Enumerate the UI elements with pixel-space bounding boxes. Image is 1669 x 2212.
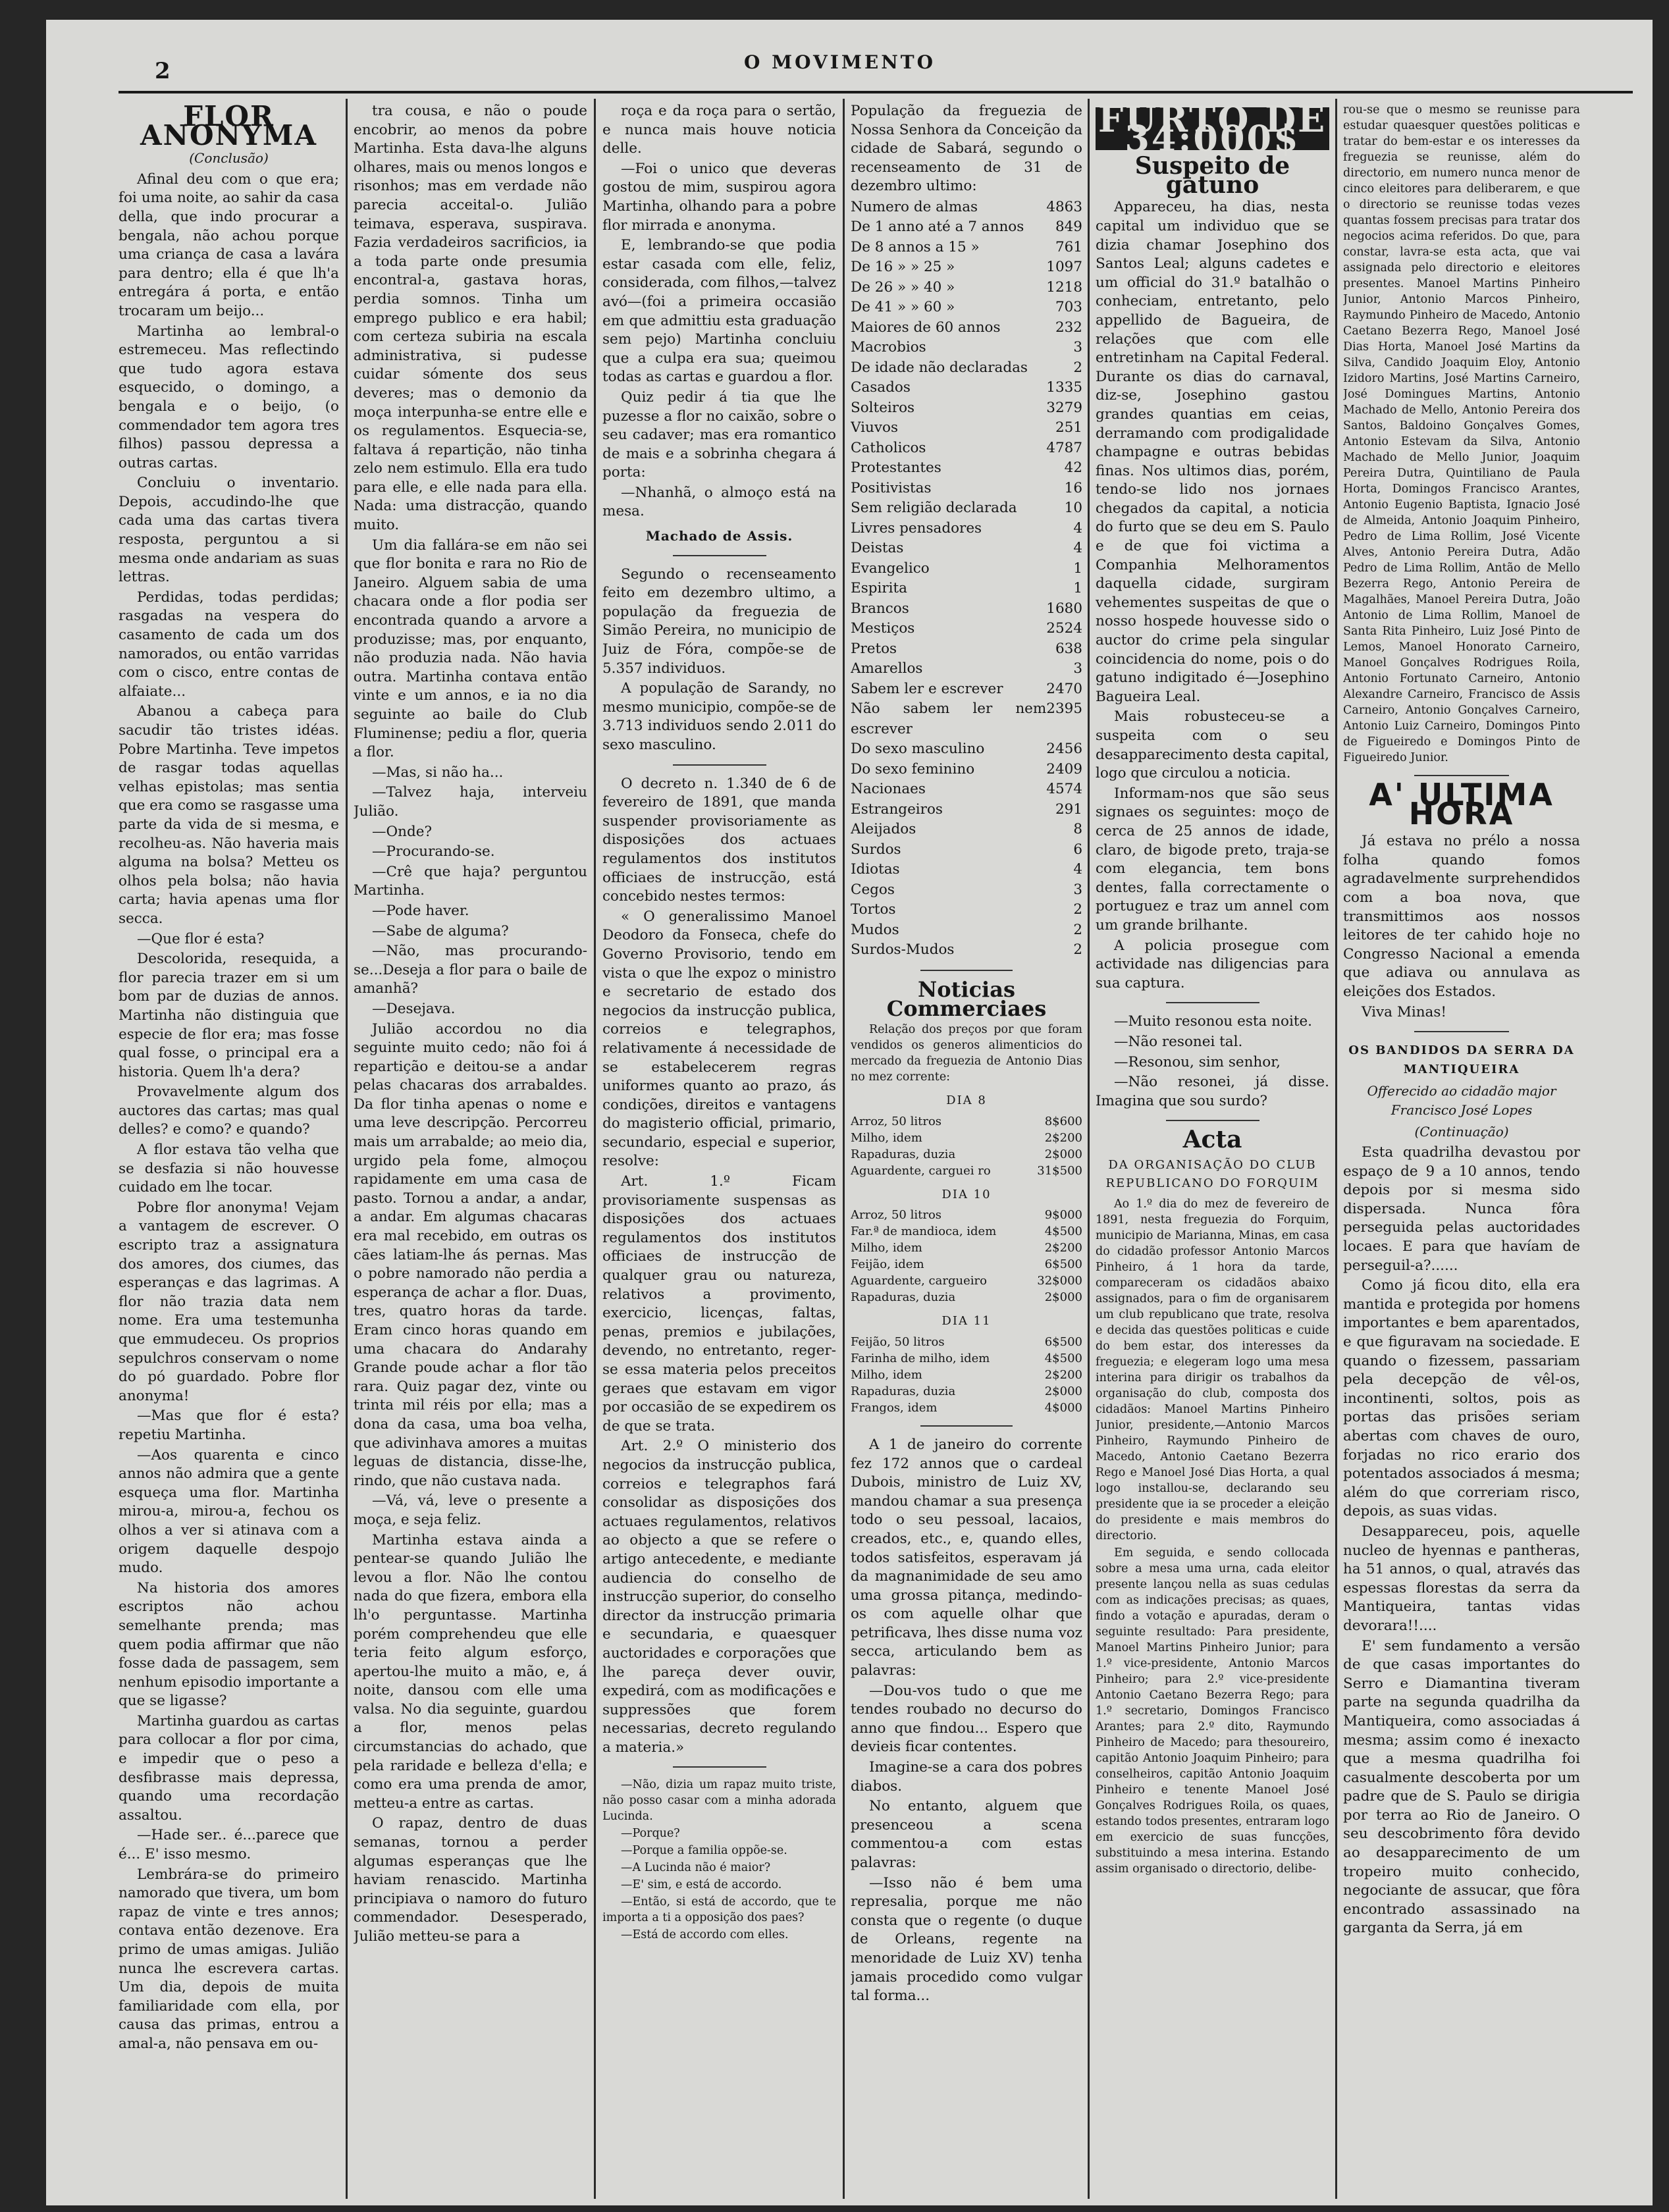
- price-item: Farinha de milho, idem: [851, 1351, 990, 1365]
- census-value: 4787: [1046, 439, 1082, 456]
- ultima-hora-title: A' ULTIMA HORA: [1369, 777, 1554, 831]
- author-signature: Machado de Assis.: [645, 528, 793, 544]
- census-label: Brancos: [851, 600, 909, 617]
- census-label: De 1 anno até a 7 annos: [851, 219, 1024, 236]
- census-value: 2470: [1046, 680, 1082, 697]
- story-body: [354, 102, 587, 1947]
- viva-minas: Viva Minas!: [1362, 1003, 1447, 1020]
- paragraph: Julião accordou no dia seguinte muito cedo; não foi á repartição e deitou-se a andar pelas chacaras dos arrabaldes. Da flor tinha apenas o nome e uma leve descripção. Percorreu mais um arrabalde; ao meio dia, urgido pela fome, almoçou rapidamente em uma casa de pasto. Tornou a andar, a andar, a andar. Em algumas chacaras era mal recebido, em outras os cães latiam-lhe ás pernas. Mas o pobre namorado não perdia a esperança de achar a flor. Duas, tres, quatro horas da tarde. Eram cinco horas quando em uma chacara do Andarahy Grande poude achar a flor tão rara. Quiz pagar dez, vinte ou trinta mil réis por ella; mas a dona da casa, uma boa velha, que adivinhava amores a muitas leguas de distancia, disse-lhe, rindo, que não custava nada.: [354, 1020, 587, 1489]
- census-label: Viuvos: [851, 419, 898, 436]
- page-header: [46, 32, 1653, 84]
- ultima-hora-text: Já estava no prélo a nossa folha quando fomos agradavelmente surprehendidos com a boa nova, que transmittimos aos nossos leitores de ter cahido hoje no Congresso Nacional a emenda que adiava ou annulava as eleições dos Estados.: [1343, 833, 1580, 1000]
- census-value: 4574: [1046, 781, 1082, 798]
- census-label: De idade não declaradas: [851, 359, 1028, 376]
- paragraph: O decreto n. 1.340 de 6 de fevereiro de 1891, que manda suspender provisoriamente as disposições dos actuaes regulamentos dos institutos officiaes de instrucção, está concebido nestes termos:: [602, 775, 836, 905]
- paragraph: —Desejava.: [372, 1000, 456, 1017]
- census-value: 2456: [1046, 741, 1082, 758]
- census-row: [851, 739, 1082, 760]
- dubois-anecdote: [851, 1436, 1082, 2006]
- census-value: 3279: [1046, 399, 1082, 416]
- paragraph: Desappareceu, pois, aquelle nucleo de hyennas e pantheras, ha 51 annos, o qual, através das espessas florestas da serra da Mantiqueira, tantas vidas devorara!!....: [1343, 1523, 1580, 1634]
- price-value: 2$200: [1044, 1130, 1082, 1145]
- census-value: 2524: [1046, 620, 1082, 637]
- census-row: [851, 659, 1082, 679]
- census-row: [851, 639, 1082, 660]
- census-label: Aleijados: [851, 821, 916, 838]
- paragraph: Abanou a cabeça para sacudir tão tristes idéas. Pobre Martinha. Teve impetos de rasgar todas aquellas velhas epistolas; mas sentia que era como se rasgasse uma parte da vida de si mesma, e recolheu-as. Não haveria mais alguma na bolsa? Metteu os olhos pela bolsa; não havia carta; havia apenas uma flor secca.: [119, 703, 339, 927]
- price-item: Arroz, 50 litros: [851, 1114, 942, 1128]
- column-furto: [1096, 102, 1329, 2196]
- census-row: [851, 257, 1082, 278]
- census-row: [851, 278, 1082, 298]
- price-day-header: DIA 11: [941, 1314, 992, 1329]
- paragraph: —Porque a familia oppõe-se.: [621, 1844, 787, 1858]
- census-value: 2: [1073, 921, 1082, 938]
- paragraph: « O generalissimo Manoel Deodoro da Fonseca, chefe do Governo Provisorio, tendo em vista o que lhe expoz o ministro e secretario de estado dos negocios da instrucção publica, correios e telegraphos, relativamente á necessidade de se estabelecerem regras uniformes quanto ao prazo, ás condições, direitos e vantagens do magisterio official, primario, secundario, especial e superior, resolve:: [602, 908, 836, 1170]
- paragraph: Quiz pedir á tia que lhe puzesse a flor no caixão, sobre o seu cadaver; mas era romantico de mais e a sobrinha chegara á porta:: [602, 388, 836, 481]
- paragraph: —Mas que flor é esta? repetiu Martinha.: [119, 1408, 339, 1443]
- census-label: De 26 » » 40 »: [851, 278, 955, 296]
- divider: [920, 1425, 1013, 1427]
- bandidos-continuation: (Continuação): [1414, 1123, 1509, 1140]
- census-label: Catholicos: [851, 439, 926, 456]
- bandidos-title: OS BANDIDOS DA SERRA DA MANTIQUEIRA: [1348, 1043, 1575, 1076]
- price-row: [851, 1163, 1082, 1179]
- paragraph: —Hade ser.. é...parece que é... E' isso mesmo.: [119, 1827, 339, 1863]
- census-row: [851, 458, 1082, 479]
- paragraph: Appareceu, ha dias, nesta capital um individuo que se dizia chamar Josephino dos Santos Leal; alguns cadetes e um official do 31.º batalhão o conheciam, entretanto, pelo appellido de Bagueira, de relações que com elle entretinham na Capital Federal. Durante os dias do carnaval, diz-se, Josephino gastou grandes quantias em ceias, derramando com prodigalidade champagne e outras bebidas finas. Nos ultimos dias, porém, tendo-se lido nos jornaes chegados da capital, a noticia do furto que se deu em S. Paulo e de que foi victima a Companhia Melhoramentos daquella cidade, surgiram vehementes suspeitas de que o nosso hospede houvesse sido o auctor do crime pela singular coincidencia do nome, pois o do gatuno indigitado é—Josephino Bagueira Leal.: [1096, 199, 1329, 705]
- price-row: [851, 1383, 1082, 1400]
- census-row: [851, 318, 1082, 338]
- price-value: 4$500: [1044, 1224, 1082, 1239]
- census-label: Sem religião declarada: [851, 500, 1017, 517]
- census-value: 3: [1073, 881, 1082, 898]
- paragraph: Descolorida, resequida, a flor parecia trazer em si um bom par de duzias de annos. Martinha não distinguia que especie de flor era; mas fosse qual fosse, o principal era a historia. Quem lh'a dera?: [119, 951, 339, 1080]
- census-label: Sabem ler e escrever: [851, 680, 1003, 697]
- census-label: Nacionaes: [851, 781, 926, 798]
- paragraph: Perdidas, todas perdidas; rasgadas na vespera do casamento de cada um dos namorados, ou então varridas com o cisco, entre contas de alfaiate...: [119, 589, 339, 700]
- census-row: [851, 900, 1082, 920]
- price-row: [851, 1400, 1082, 1416]
- paragraph: Martinha estava ainda a pentear-se quando Julião lhe levou a flor. Não lhe contou nada do que fizera, embora ella lh'o perguntasse. Martinha porém comprehendeu que elle teria feito algum esforço, apertou-lhe muito a mão, e, á noite, dansou com elle uma valsa. No dia seguinte, guardou a flor, menos pelas circumstancias do achado, que pela raridade e belleza d'ella; e como era uma prenda de amor, metteu-a entre as cartas.: [354, 1531, 587, 1812]
- census-row: [851, 800, 1082, 820]
- census-row: [851, 860, 1082, 880]
- column-rule: [346, 99, 348, 2199]
- paragraph: Na historia dos amores escriptos não achou semelhante prenda; mas quem podia affirmar que não fosse dada de passagem, sem nenhum episodio importante a que se ligasse?: [119, 1579, 339, 1710]
- price-item: Rapaduras, duzia: [851, 1384, 956, 1398]
- dialogue-anecdote: [602, 1777, 836, 1943]
- census-value: 251: [1055, 419, 1082, 436]
- page-number: 2: [155, 58, 171, 84]
- census-value: 2395: [1046, 700, 1082, 718]
- price-row: [851, 1256, 1082, 1273]
- census-row: [851, 217, 1082, 238]
- census-row: [851, 760, 1082, 780]
- census-value: 16: [1064, 479, 1082, 496]
- price-value: 2$000: [1044, 1384, 1082, 1398]
- census-label: Mestiços: [851, 620, 915, 637]
- census-value: 1680: [1046, 600, 1082, 617]
- paragraph: —Procurando-se.: [372, 843, 495, 860]
- price-value: 2$200: [1044, 1241, 1082, 1255]
- census-value: 2: [1073, 901, 1082, 918]
- paragraph: Afinal deu com o que era; foi uma noite, ao sahir da casa della, que indo procurar a bengala, não achou porque uma criança de casa a lavára para dentro; ella é que lh'a entregára á porta, e então trocaram um beijo...: [119, 171, 339, 319]
- paragraph: —Nhanhã, o almoço está na mesa.: [602, 484, 836, 520]
- paragraph: Lembrára-se do primeiro namorado que tivera, um bom rapaz de vinte e tres annos; contava então dezenove. Era primo de umas amigas. Julião nunca lhe escrevera cartas. Um dia, depois de muita familiaridade com ella, por causa das primas, entrou a amal-a, não pensava em ou-: [119, 1866, 339, 2052]
- bandidos-body: [1343, 1144, 1580, 1938]
- price-value: 6$500: [1044, 1334, 1082, 1349]
- census-row: [851, 920, 1082, 941]
- price-item: Milho, idem: [851, 1367, 922, 1382]
- paragraph: roça e da roça para o sertão, e nunca mais houve noticia delle.: [602, 103, 836, 157]
- masthead: O MOVIMENTO: [744, 51, 936, 73]
- census-notice: [602, 566, 836, 755]
- paragraph: —Pode haver.: [372, 902, 469, 919]
- price-item: Milho, idem: [851, 1130, 922, 1145]
- census-row: [851, 378, 1082, 398]
- census-label: Estrangeiros: [851, 801, 943, 818]
- census-row: [851, 479, 1082, 499]
- price-row: [851, 1240, 1082, 1256]
- paragraph: —Não resonei tal.: [1114, 1033, 1243, 1050]
- census-label: Numero de almas: [851, 198, 978, 215]
- census-row: [851, 940, 1082, 961]
- census-row: [851, 498, 1082, 519]
- census-row: [851, 438, 1082, 459]
- acta-body: [1096, 1196, 1329, 1877]
- price-value: 4$500: [1044, 1351, 1082, 1365]
- price-value: 2$200: [1044, 1367, 1082, 1382]
- census-table: [851, 198, 1082, 961]
- census-row: [851, 559, 1082, 579]
- census-row: [851, 679, 1082, 700]
- census-value: 4: [1073, 519, 1082, 537]
- paragraph: —Onde?: [372, 823, 432, 840]
- paragraph: A policia prosegue com actividade nas diligencias para sua captura.: [1096, 937, 1329, 991]
- paragraph: tra cousa, e não o poude encobrir, ao menos da pobre Martinha. Esta dava-lhe alguns olhares, mais ou menos longos e risonhos; mas em verdade não parecia acceital-o. Julião teimava, esperava, suspirava. Fazia verdadeiros sacrificios, ia a toda parte onde presumia encontral-a, gastava horas, perdia somnos. Tinha um emprego publico e era habil; com certeza subiria na escala administrativa, si pudesse cuidar sómente dos seus deveres; mas o demonio da moça interpunha-se entre elle e os regulamentos. Esquecia-se, faltava á repartição, não tinha zelo nem estimulo. Ella era tudo para elle, e elle nada para ella. Nada: uma distracção, quando muito.: [354, 103, 587, 534]
- divider: [673, 1766, 766, 1768]
- snoring-dialogue: [1096, 1013, 1329, 1111]
- census-label: Idiotas: [851, 861, 900, 878]
- paragraph: Art. 2.º O ministerio dos negocios da instrucção publica, correios e telegraphos fará consolidar as disposições dos actuaes regulamentos, relativos ao objecto a que se refere o artigo antecedente, e mediante audiencia do conselho de instrucção superior, do conselho director da instrucção primaria e secundaria, e quaesquer auctoridades e corporações que lhe pareça dever ouvir, expedirá, com as modificações e suppressões que forem necessarias, decreto regulando a materia.»: [602, 1438, 836, 1756]
- census-label: Deistas: [851, 540, 904, 557]
- paragraph: —Então, si está de accordo, que te importa a ti a opposição dos paes?: [602, 1895, 836, 1925]
- commercial-title: Noticias Commerciaes: [886, 976, 1047, 1021]
- column-rule: [1088, 99, 1090, 2199]
- census-value: 2: [1073, 941, 1082, 959]
- price-table: [851, 1207, 1082, 1305]
- paragraph: A 1 de janeiro do corrente fez 172 annos que o cardeal Dubois, ministro de Luiz XV, mandou chamar a sua presença todo o seu pessoal, lacaios, creados, etc., e, quando elles, todos satisfeitos, esperavam já da magnanimidade de seu amo uma grossa pitança, medindo-os com aquelle olhar que petrificava, lhes disse numa voz secca, articulando bem as palavras:: [851, 1436, 1082, 1679]
- divider: [1414, 775, 1509, 776]
- census-label: Tortos: [851, 901, 896, 918]
- census-row: [851, 820, 1082, 840]
- divider: [1166, 1120, 1259, 1121]
- census-label: Do sexo feminino: [851, 760, 975, 777]
- price-row: [851, 1350, 1082, 1367]
- price-value: 6$500: [1044, 1257, 1082, 1272]
- census-label: Pretos: [851, 640, 897, 657]
- paragraph: —Não, mas procurando-se...Deseja a flor para o baile de amanhã?: [354, 943, 587, 997]
- census-value: 2: [1073, 359, 1082, 376]
- census-label: De 8 annos a 15 »: [851, 238, 980, 255]
- paragraph: No entanto, alguem que presenceou a scena commentou-a com estas palavras:: [851, 1798, 1082, 1871]
- commercial-intro: Relação dos preços por que foram vendidos os generos alimenticios do mercado da freguezia de Antonio Dias no mez corrente:: [851, 1023, 1082, 1084]
- paragraph: —A Lucinda não é maior?: [621, 1861, 771, 1875]
- paragraph: Em seguida, e sendo collocada sobre a mesa uma urna, cada eleitor presente lançou nella as suas cedulas com as indicações precisas; as quaes, findo a votação e apuradas, deram o seguinte resultado: Para presidente, Manoel Martins Pinheiro Junior; para 1.º vice-presidente, Antonio Marcos Pinheiro; para 2.º vice-presidente Antonio Caetano Bezerra Rego; para 1.º secretario, Domingos Francisco Arantes; para 2.º dito, Raymundo Pinheiro de Macedo; para thesoureiro, capitão Antonio Joaquim Pinheiro; para conselheiros, capitão Antonio Joaquim Pinheiro e tenente Manoel José Gonçalves Rodrigues Roila, os quaes, estando todos presentes, entraram logo em exercicio de suas funcções, substituindo a mesa interina. Estando assim organisado o directorio, delibe-: [1096, 1546, 1329, 1876]
- furto-body: [1096, 198, 1329, 993]
- census-row: [851, 338, 1082, 358]
- price-value: 9$000: [1044, 1208, 1082, 1223]
- price-row: [851, 1223, 1082, 1240]
- price-day-header: DIA 10: [941, 1187, 992, 1201]
- divider: [1166, 1002, 1259, 1003]
- furto-title: Suspeito de gatuno: [1134, 152, 1290, 199]
- paragraph: —Aos quarenta e cinco annos não admira que a gente esqueça uma flor. Martinha mirou-a, mirou-a, fechou os olhos a ver si atinava com a origem daquelle despojo mudo.: [119, 1446, 339, 1577]
- census-row: [851, 398, 1082, 419]
- census-label: Mudos: [851, 921, 899, 938]
- census-label: Maiores de 60 annos: [851, 319, 1001, 336]
- price-item: Rapaduras, duzia: [851, 1147, 956, 1161]
- paragraph: —Foi o unico que deveras gostou de mim, suspirou agora Martinha, olhando para a pobre flor mirrada e anonyma.: [602, 160, 836, 234]
- census-value: 232: [1055, 319, 1082, 336]
- divider: [920, 970, 1013, 971]
- paragraph: Mais robusteceu-se a suspeita com o seu desapparecimento desta capital, logo que circulou a noticia.: [1096, 708, 1329, 782]
- acta-subtitle: DA ORGANISAÇÃO DO CLUB REPUBLICANO DO FORQUIM: [1105, 1157, 1319, 1191]
- price-row: [851, 1334, 1082, 1350]
- census-value: 1335: [1046, 379, 1082, 396]
- paragraph: O rapaz, dentro de duas semanas, tornou a perder algumas esperanças que lhe haviam renascido. Martinha principiava o namoro do futuro commendador. Desesperado, Julião metteu-se para a: [354, 1815, 587, 1945]
- price-item: Aguardente, carguei ro: [851, 1163, 991, 1178]
- census-row: [851, 599, 1082, 619]
- price-item: Milho, idem: [851, 1241, 922, 1255]
- divider: [1414, 1031, 1509, 1032]
- top-rule: [119, 91, 1633, 93]
- price-item: Arroz, 50 litros: [851, 1208, 942, 1223]
- census-row: [851, 779, 1082, 800]
- acta-continuation: rou-se que o mesmo se reunisse para estudar quaesquer questões politicas e tratar do bem-estar e os interesses da freguezia se reunisse, além do directorio, em numero nunca menor de cinco eleitores para deliberarem, e que o directorio se reunisse todas vezes quantas fossem precisas para tratar dos negocios acima referidos. Do que, para constar, lavra-se esta acta, que vai assignada pelo directorio e eleitores presentes. Manoel Martins Pinheiro Junior, Antonio Marcos Pinheiro, Raymundo Pinheiro de Macedo, Antonio Caetano Bezerra Rego, Manoel José Dias Horta, Manoel José Martins da Silva, Candido Joaquim Eloy, Antonio Izidoro Martins, José Martins Carneiro, José Domingues Martins, Antonio Machado de Mello, Antonio Pereira dos Santos, Baldoino Gonçalves Gomes, Antonio Estevam da Silva, Antonio Machado de Mello Junior, Joaquim Pereira Dutra, Quintiliano de Paula Horta, Domingos Francisco Arantes, Antonio Eugenio Baptista, Ignacio José de Almeida, Antonio Joaquim Pinheiro, Pedro de Lima Rollim, José Vicente Alves, Antonio Pereira Dutra, Adão Pedro de Lima Rollim, Antão de Mello Bezerra Rego, Antonio Pereira de Magalhães, Manoel Pereira Dutra, João Antonio de Lima Rollim, Manoel de Santa Rita Pinheiro, Luiz José Pinto de Lemos, Manoel Honorato Carneiro, Manoel Gonçalves Rodrigues Roila, Antonio Fortunato Carneiro, Antonio Alexandre Carneiro, Francisco de Assis Carneiro, Antonio Gonçalves Carneiro, Antonio Luiz Carneiro, Domingos Pinto de Figueiredo e Domingos Pinto de Figueiredo Junior.: [1343, 103, 1580, 764]
- census-value: 4: [1073, 540, 1082, 557]
- price-value: 31$500: [1037, 1163, 1082, 1178]
- price-value: 32$000: [1037, 1274, 1082, 1288]
- paragraph: —Dou-vos tudo o que me tendes roubado no decurso do anno que findou... Espero que devieis ficar contentes.: [851, 1682, 1082, 1756]
- price-table: [851, 1334, 1082, 1416]
- paragraph: Segundo o recenseamento feito em dezembro ultimo, a população da freguezia de Simão Pereira, no municipio de Juiz de Fóra, compõe-se de 5.357 individuos.: [602, 566, 836, 677]
- price-value: 8$600: [1044, 1114, 1082, 1128]
- column-ultima-hora: [1343, 102, 1580, 2196]
- census-row: [851, 298, 1082, 318]
- price-item: Feijão, 50 litros: [851, 1334, 945, 1349]
- census-label: Surdos-Mudos: [851, 941, 955, 959]
- price-row: [851, 1273, 1082, 1289]
- column-rule: [1335, 99, 1337, 2199]
- census-row: [851, 619, 1082, 639]
- census-value: 4: [1073, 861, 1082, 878]
- census-label: Espirita: [851, 580, 907, 597]
- census-row: [851, 840, 1082, 860]
- paragraph: —Não resonei, já disse. Imagina que sou surdo?: [1096, 1074, 1329, 1109]
- paragraph: —Porque?: [621, 1827, 680, 1841]
- column-statistics: [851, 102, 1082, 2196]
- paragraph: Ao 1.º dia do mez de fevereiro de 1891, nesta freguezia do Forquim, municipio de Marianna, Minas, em casa do cidadão professor Antonio Marcos Pinheiro, á 1 hora da tarde, compareceram os cidadãos abaixo assignados, para o fim de organisarem um club republicano que trate, resolva e decida das questões politicas e cuide do bem estar, dos interesses da freguezia; e elegeram logo uma mesa interina para dirigir os trabalhos da organisação do club, composta dos cidadãos: Manoel Martins Pinheiro Junior, presidente,—Antonio Marcos Pinheiro, Raymundo Pinheiro de Macedo, Antonio Caetano Bezerra Rego e Manoel José Dias Horta, a qual logo installou-se, declarando seu presidente que ia se proceder a eleição do presidente e mais membros do directorio.: [1096, 1198, 1329, 1543]
- paragraph: A população de Sarandy, no mesmo municipio, compõe-se de 3.713 individuos sendo 2.011 do sexo masculino.: [602, 680, 836, 753]
- census-value: 6: [1073, 841, 1082, 858]
- census-value: 761: [1055, 238, 1082, 255]
- census-row: [851, 539, 1082, 559]
- newspaper-page: [46, 20, 1653, 2205]
- census-label: Casados: [851, 379, 911, 396]
- paragraph: —Mas, si não ha...: [372, 764, 504, 781]
- census-value: 1: [1073, 580, 1082, 597]
- price-item: Feijão, idem: [851, 1257, 924, 1272]
- census-label: Amarellos: [851, 660, 923, 677]
- paragraph: Imagine-se a cara dos pobres diabos.: [851, 1759, 1082, 1795]
- paragraph: Como já ficou dito, ella era mantida e protegida por homens importantes e bem aparentados, e que figuravam na sociedade. E quando o fizessem, passariam pela decepção de vêl-os, incontinenti, soltos, pois as portas das prisões seriam abertas com chaves de ouro, forjadas no rico erario dos potentados associados á mesma; além do que correriam risco, depois, as suas vidas.: [1343, 1277, 1580, 1520]
- census-row: [851, 198, 1082, 218]
- paragraph: —Talvez haja, interveiu Julião.: [354, 784, 587, 820]
- paragraph: —Muito resonou esta noite.: [1114, 1013, 1313, 1030]
- divider: [673, 555, 766, 556]
- census-label: Não sabem ler nem escrever: [851, 700, 1047, 737]
- census-value: 1: [1073, 560, 1082, 577]
- paragraph: E, lembrando-se que podia estar casada com elle, feliz, considerada, com filhos,—talvez avó—(foi a primeira occasião em que admittiu esta graduação sem pejo) Martinha concluiu que a culpa era sua; queimou todas as cartas e guardou a flor.: [602, 237, 836, 386]
- column-notices: [602, 102, 836, 2196]
- census-value: 1097: [1046, 259, 1082, 276]
- census-value: 10: [1064, 500, 1082, 517]
- census-row: [851, 519, 1082, 539]
- paragraph: —Isso não é bem uma represalia, porque me não consta que o regente (o duque de Orleans, regente na menoridade de Luiz XV) tenha jamais procedido como vulgar tal forma...: [851, 1874, 1082, 2005]
- census-row: [851, 699, 1082, 739]
- census-label: Cegos: [851, 881, 895, 898]
- paragraph: —Não, dizia um rapaz muito triste, não posso casar com a minha adorada Lucinda.: [602, 1778, 836, 1824]
- price-table: [851, 1113, 1082, 1179]
- divider: [673, 764, 766, 766]
- census-row: [851, 358, 1082, 379]
- paragraph: Esta quadrilha devastou por espaço de 9 a 10 annos, tendo depois por si mesma sido dispersada. Nunca fôra perseguida pelas auctoridades locaes. E para que havíam de perseguil-a?......: [1343, 1144, 1580, 1274]
- census-label: Surdos: [851, 841, 901, 858]
- price-row: [851, 1289, 1082, 1305]
- census-row: [851, 579, 1082, 599]
- census-value: 638: [1055, 640, 1082, 657]
- story-subtitle: (Conclusão): [189, 150, 269, 167]
- price-row: [851, 1130, 1082, 1146]
- paragraph: Pobre flor anonyma! Vejam a vantagem de escrever. O escripto traz a assignatura dos amores, dos ciumes, das esperanças e das lagrimas. A flor não trazia data nem nome. Era uma testemunha que emmudeceu. Os proprios sepulchros conservam o nome do pó guardado. Pobre flor anonyma!: [119, 1199, 339, 1404]
- column-rule: [594, 99, 596, 2199]
- census-value: 4863: [1046, 198, 1082, 215]
- census-intro: População da freguezia de Nossa Senhora da Conceição da cidade de Sabará, segundo o recenseamento de 31 de dezembro ultimo:: [851, 103, 1082, 195]
- column-rule: [843, 99, 845, 2199]
- paragraph: Concluiu o inventario. Depois, accudindo-lhe que cada uma das cartas tivera resposta, perguntou a si mesma onde andariam as suas lettras.: [119, 475, 339, 586]
- story-body: [119, 171, 339, 2054]
- price-value: 2$000: [1044, 1147, 1082, 1161]
- price-list: [851, 1092, 1082, 1416]
- census-label: Evangelico: [851, 560, 930, 577]
- column-flor-anonyma: [119, 102, 339, 2196]
- paragraph: —Resonou, sim senhor,: [1114, 1053, 1281, 1070]
- paragraph: —Crê que haja? perguntou Martinha.: [354, 863, 587, 899]
- price-item: Rapaduras, duzia: [851, 1290, 956, 1305]
- census-value: 2409: [1046, 760, 1082, 777]
- price-item: Aguardente, cargueiro: [851, 1274, 987, 1288]
- paragraph: —Que flor é esta?: [137, 930, 265, 947]
- paragraph: Um dia fallára-se em não sei que flor bonita e rara no Rio de Janeiro. Alguem sabia de uma chacara onde a flor podia ser encontrada quando a arvore a produzisse; mas, por enquanto, não produzia nada. Não havia outra. Martinha contava então vinte e um annos, e ia no dia seguinte ao baile do Club Fluminense; pediu a flor, queria a flor.: [354, 537, 587, 761]
- price-value: 4$000: [1044, 1400, 1082, 1415]
- paragraph: A flor estava tão velha que se desfazia si não houvesse cuidado em lhe tocar.: [119, 1142, 339, 1196]
- census-row: [851, 418, 1082, 438]
- column-story-continued: [354, 102, 587, 2196]
- paragraph: —E' sim, e está de accordo.: [621, 1878, 782, 1892]
- census-value: 849: [1055, 219, 1082, 236]
- story-title: FLOR ANONYMA: [140, 102, 317, 151]
- paragraph: E' sem fundamento a versão de que casas importantes do Serro e Diamantina tiveram parte na segunda quadrilha da Mantiqueira, como associadas á mesma; assim como é inexacto que a mesma quadrilha foi casualmente descoberta por um padre que de S. Paulo se dirigia por terra ao Rio de Janeiro. O seu descobrimento fôra devido ao desapparecimento de um tropeiro muito conhecido, negociante de assucar, que fôra encontrado assassinado na garganta da Serra, já em: [1343, 1637, 1580, 1937]
- price-value: 2$000: [1044, 1290, 1082, 1305]
- paragraph: Martinha ao lembral-o estremeceu. Mas reflectindo que tudo agora estava esquecido, o domingo, a bengala e o beijo, (o commendador tem agora tres filhos) passou depressa a outras cartas.: [119, 323, 339, 471]
- price-row: [851, 1207, 1082, 1223]
- census-value: 8: [1073, 821, 1082, 838]
- census-label: Protestantes: [851, 460, 941, 477]
- price-item: Frangos, idem: [851, 1400, 938, 1415]
- price-row: [851, 1113, 1082, 1130]
- paragraph: Informam-nos que são seus signaes os seguintes: moço de cerca de 25 annos de idade, claro, de bigode preto, traja-se com elegancia, tem bons dentes, falla correctamente o portuguez e traz um annel com um grande brilhante.: [1096, 785, 1329, 934]
- census-value: 3: [1073, 339, 1082, 356]
- census-value: 3: [1073, 660, 1082, 677]
- price-item: Far.ª de mandioca, idem: [851, 1224, 997, 1239]
- price-day-header: DIA 8: [946, 1093, 987, 1108]
- price-row: [851, 1367, 1082, 1383]
- census-label: Do sexo masculino: [851, 741, 985, 758]
- paragraph: Art. 1.º Ficam provisoriamente suspensas as disposições dos actuaes regulamentos dos institutos officiaes de instrucção de qualquer grau ou natureza, relativos a provimento, exercicio, licenças, faltas, penas, premios e jubilações, devendo, no entretanto, reger-se essa materia pelos preceitos geraes que estavam em vigor por occasião de se expedirem os de que se trata.: [602, 1173, 836, 1435]
- paragraph: Provavelmente algum dos auctores das cartas; mas qual delles? e como? e quando?: [119, 1084, 339, 1138]
- paragraph: —Está de accordo com elles.: [621, 1928, 789, 1942]
- census-label: De 16 » » 25 »: [851, 259, 955, 276]
- decree-notice: [602, 775, 836, 1758]
- story-ending: [602, 102, 836, 521]
- paragraph: —Vá, vá, leve o presente a moça, e seja feliz.: [354, 1492, 587, 1528]
- census-label: Macrobios: [851, 339, 926, 356]
- census-value: 703: [1055, 299, 1082, 316]
- census-label: Livres pensadores: [851, 519, 982, 537]
- bandidos-dedication: Offerecido ao cidadão major Francisco José Lopes: [1367, 1083, 1556, 1118]
- paragraph: —Sabe de alguma?: [372, 922, 509, 939]
- census-value: 291: [1055, 801, 1082, 818]
- census-row: [851, 238, 1082, 258]
- census-label: Solteiros: [851, 399, 915, 416]
- census-value: 1218: [1046, 278, 1082, 296]
- census-value: 42: [1064, 460, 1082, 477]
- census-row: [851, 880, 1082, 901]
- acta-title: Acta: [1182, 1126, 1242, 1154]
- furto-banner: FURTO DE 34:000$: [1096, 107, 1329, 150]
- census-label: De 41 » » 60 »: [851, 299, 955, 316]
- paragraph: Martinha guardou as cartas para collocar a flor por cima, e impedir que o peso a desfibrasse mais depressa, quando uma recordação assaltou.: [119, 1712, 339, 1824]
- census-label: Positivistas: [851, 479, 932, 496]
- price-row: [851, 1146, 1082, 1163]
